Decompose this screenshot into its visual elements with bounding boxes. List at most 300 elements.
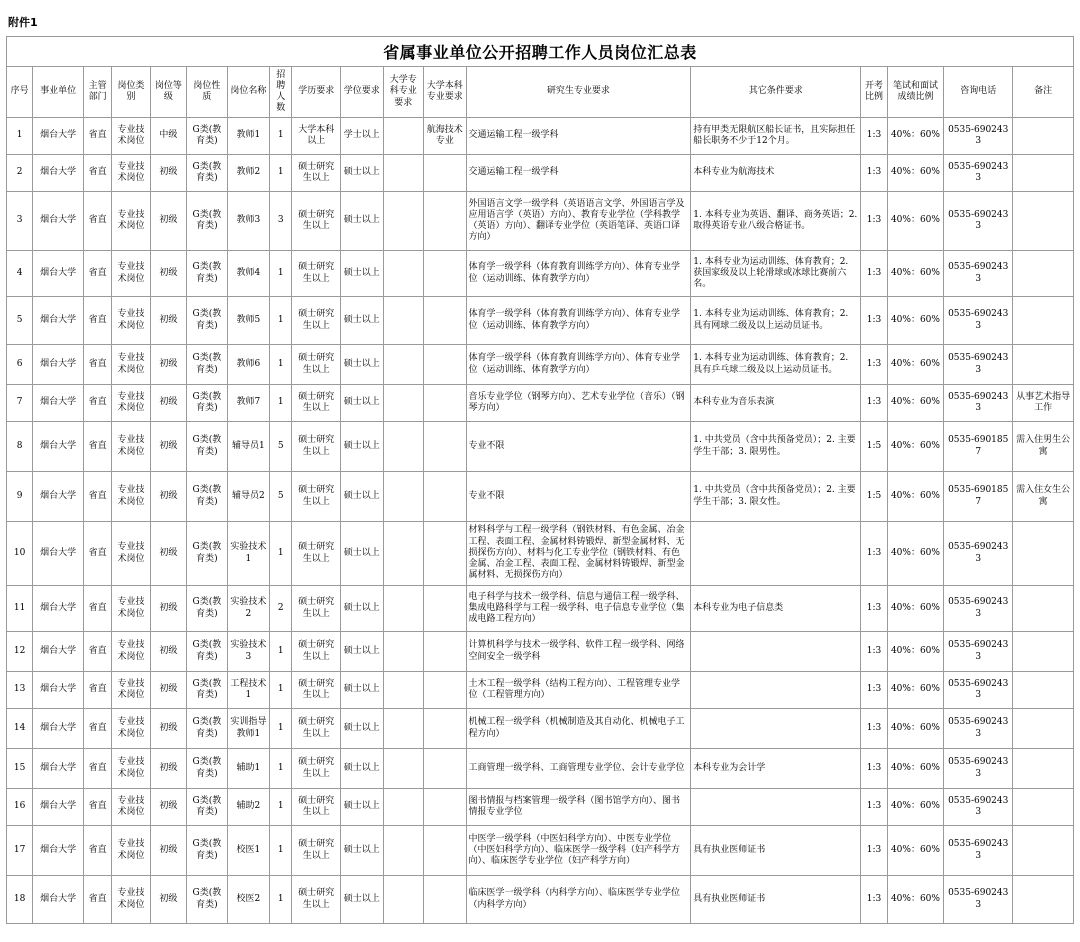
education-req: 硕士研究生以上 xyxy=(292,749,341,789)
table-row xyxy=(7,522,1074,586)
hire-count: 1 xyxy=(270,826,292,876)
position-name: 教师5 xyxy=(227,297,270,345)
employer-unit: 烟台大学 xyxy=(33,632,84,672)
exam-ratio: 1:3 xyxy=(861,251,887,297)
education-req: 硕士研究生以上 xyxy=(292,522,341,586)
score-ratio: 40%：60% xyxy=(887,192,944,251)
page-title: 省属事业单位公开招聘工作人员岗位汇总表 xyxy=(383,43,697,62)
bachelor-major-req xyxy=(424,789,467,826)
header-cell: 岗位类别 xyxy=(112,67,150,118)
hire-count: 5 xyxy=(270,472,292,522)
contact-phone: 0535-6902433 xyxy=(944,522,1013,586)
position-level: 初级 xyxy=(150,385,186,422)
position-nature: G类(教育类) xyxy=(187,297,227,345)
employer-unit: 烟台大学 xyxy=(33,118,84,155)
hire-count: 1 xyxy=(270,632,292,672)
position-level: 初级 xyxy=(150,251,186,297)
graduate-major-req: 专业不限 xyxy=(466,422,691,472)
education-req: 硕士研究生以上 xyxy=(292,709,341,749)
contact-phone: 0535-6902433 xyxy=(944,297,1013,345)
position-category: 专业技术岗位 xyxy=(112,155,150,192)
table-row xyxy=(7,297,1074,345)
other-conditions: 具有执业医师证书 xyxy=(691,876,861,924)
score-ratio: 40%：60% xyxy=(887,789,944,826)
hire-count: 1 xyxy=(270,789,292,826)
position-category: 专业技术岗位 xyxy=(112,422,150,472)
associate-major-req xyxy=(383,876,423,924)
position-name: 校医2 xyxy=(227,876,270,924)
position-category: 专业技术岗位 xyxy=(112,385,150,422)
attachment-label: 附件1 xyxy=(8,16,38,29)
other-conditions xyxy=(691,632,861,672)
position-level: 初级 xyxy=(150,472,186,522)
score-ratio: 40%：60% xyxy=(887,522,944,586)
graduate-major-req: 交通运输工程一级学科 xyxy=(466,155,691,192)
score-ratio: 40%：60% xyxy=(887,876,944,924)
position-nature: G类(教育类) xyxy=(187,826,227,876)
degree-req: 硕士以上 xyxy=(341,586,384,632)
row-number: 1 xyxy=(7,118,33,155)
position-nature: G类(教育类) xyxy=(187,522,227,586)
bachelor-major-req xyxy=(424,192,467,251)
degree-req: 硕士以上 xyxy=(341,251,384,297)
score-ratio: 40%：60% xyxy=(887,826,944,876)
graduate-major-req: 工商管理一级学科、工商管理专业学位、会计专业学位 xyxy=(466,749,691,789)
education-req: 硕士研究生以上 xyxy=(292,297,341,345)
bachelor-major-req xyxy=(424,826,467,876)
score-ratio: 40%：60% xyxy=(887,472,944,522)
position-level: 初级 xyxy=(150,749,186,789)
degree-req: 硕士以上 xyxy=(341,876,384,924)
degree-req: 硕士以上 xyxy=(341,192,384,251)
education-req: 大学本科以上 xyxy=(292,118,341,155)
contact-phone: 0535-6902433 xyxy=(944,826,1013,876)
degree-req: 硕士以上 xyxy=(341,826,384,876)
exam-ratio: 1:3 xyxy=(861,709,887,749)
degree-req: 硕士以上 xyxy=(341,789,384,826)
position-nature: G类(教育类) xyxy=(187,251,227,297)
hire-count: 1 xyxy=(270,345,292,385)
positions-table xyxy=(6,66,1074,924)
row-number: 12 xyxy=(7,632,33,672)
score-ratio: 40%：60% xyxy=(887,345,944,385)
other-conditions xyxy=(691,709,861,749)
exam-ratio: 1:3 xyxy=(861,826,887,876)
header-cell: 其它条件要求 xyxy=(691,67,861,118)
hire-count: 1 xyxy=(270,749,292,789)
table-row xyxy=(7,709,1074,749)
other-conditions: 1. 中共党员（含中共预备党员）；2. 主要学生干部；3. 限男性。 xyxy=(691,422,861,472)
graduate-major-req: 图书情报与档案管理一级学科（图书馆学方向）、图书情报专业学位 xyxy=(466,789,691,826)
graduate-major-req: 中医学一级学科（中医妇科学方向）、中医专业学位（中医妇科学方向）、临床医学一级学科（妇产科学方向）、临床医学专业学位（妇产科学方向） xyxy=(466,826,691,876)
contact-phone: 0535-6902433 xyxy=(944,709,1013,749)
education-req: 硕士研究生以上 xyxy=(292,826,341,876)
position-name: 教师7 xyxy=(227,385,270,422)
associate-major-req xyxy=(383,709,423,749)
associate-major-req xyxy=(383,155,423,192)
employer-unit: 烟台大学 xyxy=(33,472,84,522)
graduate-major-req: 电子科学与技术一级学科、信息与通信工程一级学科、集成电路科学与工程一级学科、电子信息专业学位（集成电路工程方向） xyxy=(466,586,691,632)
education-req: 硕士研究生以上 xyxy=(292,345,341,385)
supervising-dept: 省直 xyxy=(83,789,111,826)
position-category: 专业技术岗位 xyxy=(112,345,150,385)
exam-ratio: 1:3 xyxy=(861,789,887,826)
associate-major-req xyxy=(383,192,423,251)
other-conditions: 1. 本科专业为运动训练、体育教育；2. 获国家级及以上轮滑球或冰球比赛前六名。 xyxy=(691,251,861,297)
position-nature: G类(教育类) xyxy=(187,385,227,422)
associate-major-req xyxy=(383,118,423,155)
remarks xyxy=(1013,586,1074,632)
score-ratio: 40%：60% xyxy=(887,155,944,192)
header-cell: 招聘人数 xyxy=(270,67,292,118)
position-level: 初级 xyxy=(150,876,186,924)
contact-phone: 0535-6902433 xyxy=(944,345,1013,385)
contact-phone: 0535-6901857 xyxy=(944,422,1013,472)
row-number: 10 xyxy=(7,522,33,586)
header-cell: 序号 xyxy=(7,67,33,118)
table-row xyxy=(7,385,1074,422)
other-conditions xyxy=(691,789,861,826)
score-ratio: 40%：60% xyxy=(887,422,944,472)
header-cell: 笔试和面试成绩比例 xyxy=(887,67,944,118)
supervising-dept: 省直 xyxy=(83,251,111,297)
bachelor-major-req xyxy=(424,297,467,345)
remarks xyxy=(1013,672,1074,709)
graduate-major-req: 体育学一级学科（体育教育训练学方向）、体育专业学位（运动训练、体育教学方向） xyxy=(466,251,691,297)
exam-ratio: 1:3 xyxy=(861,522,887,586)
degree-req: 硕士以上 xyxy=(341,422,384,472)
table-row xyxy=(7,155,1074,192)
position-name: 教师6 xyxy=(227,345,270,385)
position-name: 实验技术2 xyxy=(227,586,270,632)
row-number: 4 xyxy=(7,251,33,297)
remarks xyxy=(1013,632,1074,672)
position-category: 专业技术岗位 xyxy=(112,709,150,749)
bachelor-major-req xyxy=(424,876,467,924)
header-cell: 咨询电话 xyxy=(944,67,1013,118)
other-conditions: 本科专业为音乐表演 xyxy=(691,385,861,422)
graduate-major-req: 材料科学与工程一级学科（钢铁材料、有色金属、冶金工程、表面工程、金属材料铸锻焊、新型金属材料、无损探伤方向）、材料与化工专业学位（钢铁材料、有色金属、冶金工程、表面工程、金属材料铸锻焊、新型金属材料、无损探伤方向） xyxy=(466,522,691,586)
education-req: 硕士研究生以上 xyxy=(292,789,341,826)
score-ratio: 40%：60% xyxy=(887,251,944,297)
exam-ratio: 1:3 xyxy=(861,192,887,251)
employer-unit: 烟台大学 xyxy=(33,345,84,385)
hire-count: 1 xyxy=(270,709,292,749)
header-cell: 备注 xyxy=(1013,67,1074,118)
bachelor-major-req xyxy=(424,749,467,789)
position-nature: G类(教育类) xyxy=(187,672,227,709)
supervising-dept: 省直 xyxy=(83,422,111,472)
supervising-dept: 省直 xyxy=(83,472,111,522)
remarks xyxy=(1013,192,1074,251)
table-row xyxy=(7,118,1074,155)
position-nature: G类(教育类) xyxy=(187,422,227,472)
position-nature: G类(教育类) xyxy=(187,749,227,789)
education-req: 硕士研究生以上 xyxy=(292,422,341,472)
score-ratio: 40%：60% xyxy=(887,118,944,155)
row-number: 13 xyxy=(7,672,33,709)
employer-unit: 烟台大学 xyxy=(33,155,84,192)
exam-ratio: 1:3 xyxy=(861,876,887,924)
graduate-major-req: 土木工程一级学科（结构工程方向）、工程管理专业学位（工程管理方向） xyxy=(466,672,691,709)
remarks xyxy=(1013,789,1074,826)
bachelor-major-req xyxy=(424,586,467,632)
row-number: 17 xyxy=(7,826,33,876)
table-row xyxy=(7,789,1074,826)
position-category: 专业技术岗位 xyxy=(112,586,150,632)
hire-count: 1 xyxy=(270,876,292,924)
remarks xyxy=(1013,118,1074,155)
header-cell: 岗位性质 xyxy=(187,67,227,118)
position-name: 教师1 xyxy=(227,118,270,155)
degree-req: 硕士以上 xyxy=(341,749,384,789)
bachelor-major-req xyxy=(424,472,467,522)
supervising-dept: 省直 xyxy=(83,709,111,749)
row-number: 5 xyxy=(7,297,33,345)
other-conditions: 1. 本科专业为英语、翻译、商务英语；2. 取得英语专业八级合格证书。 xyxy=(691,192,861,251)
other-conditions xyxy=(691,672,861,709)
supervising-dept: 省直 xyxy=(83,632,111,672)
position-name: 工程技术1 xyxy=(227,672,270,709)
position-category: 专业技术岗位 xyxy=(112,192,150,251)
position-nature: G类(教育类) xyxy=(187,709,227,749)
row-number: 7 xyxy=(7,385,33,422)
position-nature: G类(教育类) xyxy=(187,118,227,155)
position-name: 辅导员2 xyxy=(227,472,270,522)
position-nature: G类(教育类) xyxy=(187,876,227,924)
contact-phone: 0535-6902433 xyxy=(944,192,1013,251)
remarks xyxy=(1013,876,1074,924)
supervising-dept: 省直 xyxy=(83,118,111,155)
associate-major-req xyxy=(383,345,423,385)
employer-unit: 烟台大学 xyxy=(33,586,84,632)
contact-phone: 0535-6902433 xyxy=(944,251,1013,297)
position-nature: G类(教育类) xyxy=(187,586,227,632)
position-level: 初级 xyxy=(150,826,186,876)
table-row xyxy=(7,192,1074,251)
associate-major-req xyxy=(383,297,423,345)
other-conditions xyxy=(691,522,861,586)
bachelor-major-req xyxy=(424,422,467,472)
position-category: 专业技术岗位 xyxy=(112,118,150,155)
employer-unit: 烟台大学 xyxy=(33,251,84,297)
row-number: 11 xyxy=(7,586,33,632)
position-category: 专业技术岗位 xyxy=(112,749,150,789)
education-req: 硕士研究生以上 xyxy=(292,385,341,422)
header-cell: 事业单位 xyxy=(33,67,84,118)
degree-req: 硕士以上 xyxy=(341,385,384,422)
table-row xyxy=(7,422,1074,472)
exam-ratio: 1:3 xyxy=(861,345,887,385)
remarks xyxy=(1013,251,1074,297)
position-name: 实验技术1 xyxy=(227,522,270,586)
exam-ratio: 1:3 xyxy=(861,118,887,155)
position-name: 辅助2 xyxy=(227,789,270,826)
bachelor-major-req xyxy=(424,632,467,672)
degree-req: 学士以上 xyxy=(341,118,384,155)
graduate-major-req: 体育学一级学科（体育教育训练学方向）、体育专业学位（运动训练、体育教学方向） xyxy=(466,345,691,385)
header-cell: 岗位等级 xyxy=(150,67,186,118)
bachelor-major-req xyxy=(424,155,467,192)
employer-unit: 烟台大学 xyxy=(33,789,84,826)
position-name: 实验技术3 xyxy=(227,632,270,672)
score-ratio: 40%：60% xyxy=(887,297,944,345)
employer-unit: 烟台大学 xyxy=(33,672,84,709)
education-req: 硕士研究生以上 xyxy=(292,192,341,251)
employer-unit: 烟台大学 xyxy=(33,709,84,749)
contact-phone: 0535-6902433 xyxy=(944,749,1013,789)
supervising-dept: 省直 xyxy=(83,155,111,192)
other-conditions: 本科专业为会计学 xyxy=(691,749,861,789)
supervising-dept: 省直 xyxy=(83,586,111,632)
exam-ratio: 1:3 xyxy=(861,385,887,422)
employer-unit: 烟台大学 xyxy=(33,422,84,472)
header-cell: 开考比例 xyxy=(861,67,887,118)
education-req: 硕士研究生以上 xyxy=(292,586,341,632)
position-name: 辅助1 xyxy=(227,749,270,789)
degree-req: 硕士以上 xyxy=(341,345,384,385)
position-nature: G类(教育类) xyxy=(187,472,227,522)
header-cell: 学历要求 xyxy=(292,67,341,118)
degree-req: 硕士以上 xyxy=(341,472,384,522)
position-level: 初级 xyxy=(150,522,186,586)
education-req: 硕士研究生以上 xyxy=(292,672,341,709)
position-level: 初级 xyxy=(150,422,186,472)
position-level: 初级 xyxy=(150,155,186,192)
employer-unit: 烟台大学 xyxy=(33,192,84,251)
exam-ratio: 1:3 xyxy=(861,672,887,709)
other-conditions: 持有甲类无限航区船长证书，且实际担任船长职务不少于12个月。 xyxy=(691,118,861,155)
exam-ratio: 1:3 xyxy=(861,297,887,345)
remarks xyxy=(1013,522,1074,586)
graduate-major-req: 专业不限 xyxy=(466,472,691,522)
table-row xyxy=(7,632,1074,672)
remarks: 需入住男生公寓 xyxy=(1013,422,1074,472)
hire-count: 1 xyxy=(270,522,292,586)
exam-ratio: 1:3 xyxy=(861,749,887,789)
score-ratio: 40%：60% xyxy=(887,749,944,789)
hire-count: 1 xyxy=(270,297,292,345)
degree-req: 硕士以上 xyxy=(341,672,384,709)
employer-unit: 烟台大学 xyxy=(33,385,84,422)
associate-major-req xyxy=(383,251,423,297)
bachelor-major-req xyxy=(424,709,467,749)
position-category: 专业技术岗位 xyxy=(112,826,150,876)
associate-major-req xyxy=(383,586,423,632)
table-body xyxy=(7,118,1074,924)
row-number: 9 xyxy=(7,472,33,522)
position-name: 教师3 xyxy=(227,192,270,251)
header-cell: 研究生专业要求 xyxy=(466,67,691,118)
position-category: 专业技术岗位 xyxy=(112,472,150,522)
row-number: 18 xyxy=(7,876,33,924)
supervising-dept: 省直 xyxy=(83,672,111,709)
table-row xyxy=(7,251,1074,297)
position-name: 校医1 xyxy=(227,826,270,876)
table-row xyxy=(7,876,1074,924)
position-level: 初级 xyxy=(150,709,186,749)
position-category: 专业技术岗位 xyxy=(112,251,150,297)
header-cell: 大学专科专业要求 xyxy=(383,67,423,118)
associate-major-req xyxy=(383,672,423,709)
remarks xyxy=(1013,749,1074,789)
hire-count: 5 xyxy=(270,422,292,472)
contact-phone: 0535-6902433 xyxy=(944,155,1013,192)
supervising-dept: 省直 xyxy=(83,192,111,251)
employer-unit: 烟台大学 xyxy=(33,876,84,924)
degree-req: 硕士以上 xyxy=(341,522,384,586)
bachelor-major-req xyxy=(424,672,467,709)
position-level: 中级 xyxy=(150,118,186,155)
graduate-major-req: 机械工程一级学科（机械制造及其自动化、机械电子工程方向） xyxy=(466,709,691,749)
employer-unit: 烟台大学 xyxy=(33,522,84,586)
contact-phone: 0535-6902433 xyxy=(944,876,1013,924)
associate-major-req xyxy=(383,789,423,826)
hire-count: 2 xyxy=(270,586,292,632)
hire-count: 1 xyxy=(270,251,292,297)
hire-count: 1 xyxy=(270,385,292,422)
position-level: 初级 xyxy=(150,672,186,709)
table-row xyxy=(7,672,1074,709)
header-cell: 岗位名称 xyxy=(227,67,270,118)
supervising-dept: 省直 xyxy=(83,876,111,924)
education-req: 硕士研究生以上 xyxy=(292,251,341,297)
row-number: 2 xyxy=(7,155,33,192)
associate-major-req xyxy=(383,472,423,522)
position-category: 专业技术岗位 xyxy=(112,632,150,672)
row-number: 8 xyxy=(7,422,33,472)
bachelor-major-req xyxy=(424,522,467,586)
exam-ratio: 1:3 xyxy=(861,155,887,192)
contact-phone: 0535-6902433 xyxy=(944,385,1013,422)
row-number: 3 xyxy=(7,192,33,251)
other-conditions: 1. 中共党员（含中共预备党员）；2. 主要学生干部；3. 限女性。 xyxy=(691,472,861,522)
header-cell: 学位要求 xyxy=(341,67,384,118)
position-name: 实训指导教师1 xyxy=(227,709,270,749)
employer-unit: 烟台大学 xyxy=(33,297,84,345)
employer-unit: 烟台大学 xyxy=(33,826,84,876)
position-level: 初级 xyxy=(150,345,186,385)
position-level: 初级 xyxy=(150,586,186,632)
other-conditions: 本科专业为电子信息类 xyxy=(691,586,861,632)
remarks xyxy=(1013,345,1074,385)
degree-req: 硕士以上 xyxy=(341,297,384,345)
education-req: 硕士研究生以上 xyxy=(292,155,341,192)
position-level: 初级 xyxy=(150,192,186,251)
position-category: 专业技术岗位 xyxy=(112,297,150,345)
position-category: 专业技术岗位 xyxy=(112,876,150,924)
graduate-major-req: 交通运输工程一级学科 xyxy=(466,118,691,155)
position-level: 初级 xyxy=(150,632,186,672)
remarks: 从事艺术指导工作 xyxy=(1013,385,1074,422)
remarks xyxy=(1013,297,1074,345)
associate-major-req xyxy=(383,385,423,422)
supervising-dept: 省直 xyxy=(83,522,111,586)
associate-major-req xyxy=(383,422,423,472)
position-level: 初级 xyxy=(150,297,186,345)
degree-req: 硕士以上 xyxy=(341,632,384,672)
remarks xyxy=(1013,826,1074,876)
position-name: 教师4 xyxy=(227,251,270,297)
position-nature: G类(教育类) xyxy=(187,155,227,192)
graduate-major-req: 外国语言文学一级学科（英语语言文学、外国语言学及应用语言学（英语）方向）、教育专业学位（学科教学（英语）方向）、翻译专业学位（英语笔译、英语口译方向） xyxy=(466,192,691,251)
contact-phone: 0535-6902433 xyxy=(944,118,1013,155)
header-row xyxy=(7,67,1074,118)
table-row xyxy=(7,749,1074,789)
table-row xyxy=(7,472,1074,522)
position-nature: G类(教育类) xyxy=(187,632,227,672)
other-conditions: 1. 本科专业为运动训练、体育教育；2. 具有网球二级及以上运动员证书。 xyxy=(691,297,861,345)
